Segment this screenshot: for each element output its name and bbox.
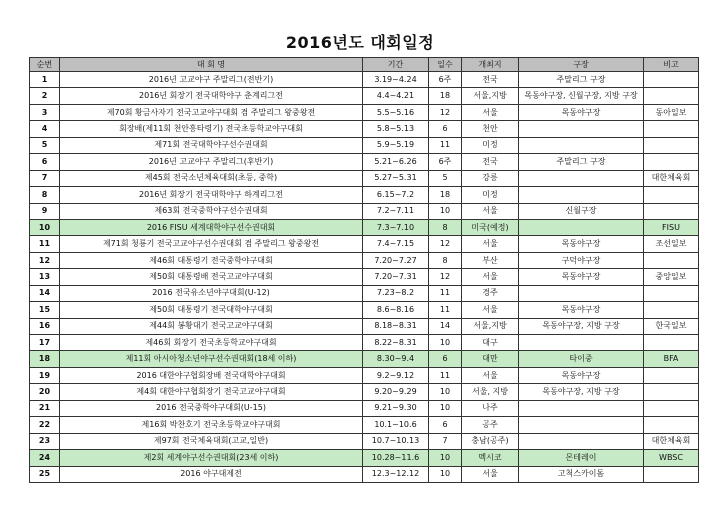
header-stadium: 구장 — [519, 58, 644, 72]
cell-period: 9.20~9.29 — [363, 384, 429, 400]
cell-name: 제50회 대통령배 전국고교야구대회 — [60, 269, 363, 285]
cell-name: 제70회 황금사자기 전국고교야구대회 겸 주말리그 왕중왕전 — [60, 104, 363, 120]
cell-name: 제71회 청룡기 전국고교야구선수권대회 겸 주말리그 왕중왕전 — [60, 236, 363, 252]
cell-venue: 멕시코 — [462, 450, 519, 466]
cell-period: 8.30~9.4 — [363, 351, 429, 367]
cell-name: 제2회 세계야구선수권대회(23세 이하) — [60, 450, 363, 466]
cell-period: 5.21~6.26 — [363, 154, 429, 170]
cell-venue: 서울 — [462, 466, 519, 482]
table-row — [30, 318, 699, 334]
table-row — [30, 466, 699, 482]
cell-days: 18 — [429, 187, 462, 203]
cell-days: 6 — [429, 417, 462, 433]
table-row — [30, 417, 699, 433]
cell-name: 제45회 전국소년체육대회(초등, 중학) — [60, 170, 363, 186]
cell-name: 2016년 회장기 전국대학야구 춘계리그전 — [60, 88, 363, 104]
cell-name: 제97회 전국체육대회(고교,일반) — [60, 433, 363, 449]
cell-no: 11 — [30, 236, 60, 252]
cell-stadium — [519, 417, 644, 433]
header-venue: 개최지 — [462, 58, 519, 72]
cell-days: 11 — [429, 367, 462, 383]
cell-name: 제46회 대통령기 전국중학야구대회 — [60, 252, 363, 268]
table-row — [30, 170, 699, 186]
cell-name: 2016 야구대제전 — [60, 466, 363, 482]
cell-name: 2016년 고교야구 주말리그(전반기) — [60, 72, 363, 88]
cell-note — [644, 72, 699, 88]
cell-venue: 서울 — [462, 302, 519, 318]
cell-no: 1 — [30, 72, 60, 88]
cell-no: 14 — [30, 285, 60, 301]
cell-note: 한국일보 — [644, 318, 699, 334]
cell-no: 18 — [30, 351, 60, 367]
cell-period: 8.6~8.16 — [363, 302, 429, 318]
table-body — [30, 72, 699, 483]
cell-no: 22 — [30, 417, 60, 433]
cell-name: 2016 전국유소년야구대회(U-12) — [60, 285, 363, 301]
cell-note: WBSC — [644, 450, 699, 466]
cell-stadium — [519, 400, 644, 416]
cell-stadium — [519, 187, 644, 203]
cell-period: 7.4~7.15 — [363, 236, 429, 252]
cell-period: 5.27~5.31 — [363, 170, 429, 186]
cell-stadium: 주말리그 구장 — [519, 72, 644, 88]
cell-no: 10 — [30, 219, 60, 235]
cell-stadium: 신월구장 — [519, 203, 644, 219]
cell-stadium: 목동야구장 — [519, 367, 644, 383]
cell-no: 8 — [30, 187, 60, 203]
cell-note — [644, 302, 699, 318]
cell-stadium — [519, 335, 644, 351]
cell-period: 10.28~11.6 — [363, 450, 429, 466]
cell-no: 2 — [30, 88, 60, 104]
table-row — [30, 121, 699, 137]
table-row — [30, 450, 699, 466]
cell-venue: 서울 — [462, 367, 519, 383]
cell-note — [644, 187, 699, 203]
cell-no: 4 — [30, 121, 60, 137]
table-row — [30, 252, 699, 268]
cell-stadium: 목동야구장 — [519, 269, 644, 285]
cell-stadium: 고척스카이돔 — [519, 466, 644, 482]
cell-days: 10 — [429, 384, 462, 400]
cell-venue: 대만 — [462, 351, 519, 367]
cell-note — [644, 252, 699, 268]
cell-note — [644, 88, 699, 104]
cell-period: 5.5~5.16 — [363, 104, 429, 120]
cell-note: 조선일보 — [644, 236, 699, 252]
cell-venue: 대구 — [462, 335, 519, 351]
cell-note: 동아일보 — [644, 104, 699, 120]
cell-days: 7 — [429, 433, 462, 449]
table-row — [30, 302, 699, 318]
cell-days: 6 — [429, 121, 462, 137]
cell-venue: 부산 — [462, 252, 519, 268]
cell-venue: 서울 — [462, 203, 519, 219]
cell-note: BFA — [644, 351, 699, 367]
cell-days: 6주 — [429, 72, 462, 88]
cell-name: 제16회 박찬호기 전국초등학교야구대회 — [60, 417, 363, 433]
cell-venue: 서울 — [462, 269, 519, 285]
cell-venue: 미정 — [462, 187, 519, 203]
cell-days: 10 — [429, 335, 462, 351]
cell-name: 회장배(제11회 천안흥타령기) 전국초등학교야구대회 — [60, 121, 363, 137]
cell-venue: 충남(공주) — [462, 433, 519, 449]
cell-name: 2016 FISU 세계대학야구선수권대회 — [60, 219, 363, 235]
table-row — [30, 400, 699, 416]
cell-period: 6.15~7.2 — [363, 187, 429, 203]
cell-venue: 서울,지방 — [462, 88, 519, 104]
cell-stadium: 목동야구장, 신월구장, 지방 구장 — [519, 88, 644, 104]
cell-stadium: 몬테레이 — [519, 450, 644, 466]
cell-note — [644, 400, 699, 416]
cell-venue: 서울, 지방 — [462, 384, 519, 400]
cell-period: 7.20~7.31 — [363, 269, 429, 285]
cell-period: 5.9~5.19 — [363, 137, 429, 153]
cell-period: 4.4~4.21 — [363, 88, 429, 104]
cell-stadium — [519, 137, 644, 153]
cell-note: 대한체육회 — [644, 170, 699, 186]
page-title: 2016년도 대회일정 — [285, 33, 435, 52]
cell-venue: 공주 — [462, 417, 519, 433]
table-row — [30, 187, 699, 203]
cell-name: 2016년 고교야구 주말리그(후반기) — [60, 154, 363, 170]
cell-venue: 서울 — [462, 236, 519, 252]
cell-days: 6 — [429, 351, 462, 367]
cell-days: 11 — [429, 137, 462, 153]
cell-days: 18 — [429, 88, 462, 104]
header-row — [30, 58, 699, 72]
cell-note: 대한체육회 — [644, 433, 699, 449]
table-row — [30, 88, 699, 104]
cell-days: 11 — [429, 302, 462, 318]
cell-no: 6 — [30, 154, 60, 170]
cell-stadium: 타이중 — [519, 351, 644, 367]
cell-period: 7.3~7.10 — [363, 219, 429, 235]
cell-note — [644, 335, 699, 351]
cell-stadium: 목동야구장 — [519, 236, 644, 252]
cell-note — [644, 417, 699, 433]
cell-venue: 전국 — [462, 72, 519, 88]
cell-period: 12.3~12.12 — [363, 466, 429, 482]
cell-venue: 나주 — [462, 400, 519, 416]
cell-venue: 서울 — [462, 104, 519, 120]
cell-days: 10 — [429, 450, 462, 466]
cell-period: 3.19~4.24 — [363, 72, 429, 88]
cell-period: 7.20~7.27 — [363, 252, 429, 268]
table-row — [30, 285, 699, 301]
cell-no: 5 — [30, 137, 60, 153]
cell-period: 8.22~8.31 — [363, 335, 429, 351]
header-days: 일수 — [429, 58, 462, 72]
header-name: 대 회 명 — [60, 58, 363, 72]
table-row — [30, 367, 699, 383]
cell-no: 12 — [30, 252, 60, 268]
cell-stadium — [519, 285, 644, 301]
cell-note: FISU — [644, 219, 699, 235]
cell-stadium: 구덕야구장 — [519, 252, 644, 268]
cell-stadium: 주말리그 구장 — [519, 154, 644, 170]
cell-name: 2016년 회장기 전국대학야구 하계리그전 — [60, 187, 363, 203]
table-row — [30, 269, 699, 285]
table-row — [30, 154, 699, 170]
cell-period: 7.2~7.11 — [363, 203, 429, 219]
cell-no: 15 — [30, 302, 60, 318]
schedule-table — [29, 57, 699, 483]
cell-stadium: 목동야구장, 지방 구장 — [519, 318, 644, 334]
cell-days: 12 — [429, 236, 462, 252]
cell-name: 제63회 전국중학야구선수권대회 — [60, 203, 363, 219]
cell-stadium: 목동야구장 — [519, 104, 644, 120]
cell-note — [644, 466, 699, 482]
cell-no: 25 — [30, 466, 60, 482]
cell-no: 13 — [30, 269, 60, 285]
table-row — [30, 384, 699, 400]
cell-note — [644, 367, 699, 383]
cell-no: 16 — [30, 318, 60, 334]
cell-stadium — [519, 433, 644, 449]
cell-no: 20 — [30, 384, 60, 400]
cell-note — [644, 384, 699, 400]
table-row — [30, 219, 699, 235]
table-row — [30, 351, 699, 367]
header-no: 순번 — [30, 58, 60, 72]
cell-days: 8 — [429, 252, 462, 268]
cell-name: 제11회 아시아청소년야구선수권대회(18세 이하) — [60, 351, 363, 367]
cell-no: 3 — [30, 104, 60, 120]
cell-name: 2016 전국중학야구대회(U-15) — [60, 400, 363, 416]
cell-note: 중앙일보 — [644, 269, 699, 285]
cell-no: 17 — [30, 335, 60, 351]
cell-note — [644, 121, 699, 137]
cell-no: 19 — [30, 367, 60, 383]
cell-name: 제44회 봉황대기 전국고교야구대회 — [60, 318, 363, 334]
cell-note — [644, 285, 699, 301]
cell-days: 12 — [429, 269, 462, 285]
cell-period: 9.21~9.30 — [363, 400, 429, 416]
cell-stadium — [519, 170, 644, 186]
table-row — [30, 104, 699, 120]
cell-days: 12 — [429, 104, 462, 120]
header-period: 기간 — [363, 58, 429, 72]
cell-period: 10.1~10.6 — [363, 417, 429, 433]
cell-stadium — [519, 121, 644, 137]
cell-note — [644, 203, 699, 219]
cell-no: 24 — [30, 450, 60, 466]
table-row — [30, 335, 699, 351]
cell-venue: 미국(예정) — [462, 219, 519, 235]
cell-days: 8 — [429, 219, 462, 235]
cell-days: 10 — [429, 400, 462, 416]
cell-venue: 천안 — [462, 121, 519, 137]
cell-venue: 경주 — [462, 285, 519, 301]
table-row — [30, 236, 699, 252]
cell-no: 21 — [30, 400, 60, 416]
table-row — [30, 203, 699, 219]
cell-no: 23 — [30, 433, 60, 449]
cell-period: 8.18~8.31 — [363, 318, 429, 334]
header-note: 비고 — [644, 58, 699, 72]
table-row — [30, 137, 699, 153]
cell-venue: 미정 — [462, 137, 519, 153]
cell-days: 14 — [429, 318, 462, 334]
cell-period: 5.8~5.13 — [363, 121, 429, 137]
cell-note — [644, 154, 699, 170]
cell-stadium: 목동야구장 — [519, 302, 644, 318]
cell-period: 10.7~10.13 — [363, 433, 429, 449]
cell-period: 7.23~8.2 — [363, 285, 429, 301]
cell-name: 제50회 대통령기 전국대학야구대회 — [60, 302, 363, 318]
cell-name: 제4회 대한야구협회장기 전국고교야구대회 — [60, 384, 363, 400]
cell-name: 2016 대한야구협회장배 전국대학야구대회 — [60, 367, 363, 383]
cell-days: 10 — [429, 466, 462, 482]
cell-note — [644, 137, 699, 153]
cell-name: 제46회 회장기 전국초등학교야구대회 — [60, 335, 363, 351]
cell-venue: 서울,지방 — [462, 318, 519, 334]
cell-days: 6주 — [429, 154, 462, 170]
cell-days: 10 — [429, 203, 462, 219]
cell-venue: 전국 — [462, 154, 519, 170]
cell-stadium: 목동야구장, 지방 구장 — [519, 384, 644, 400]
cell-venue: 강릉 — [462, 170, 519, 186]
cell-stadium — [519, 219, 644, 235]
cell-days: 11 — [429, 285, 462, 301]
cell-period: 9.2~9.12 — [363, 367, 429, 383]
cell-days: 5 — [429, 170, 462, 186]
cell-name: 제71회 전국대학야구선수권대회 — [60, 137, 363, 153]
table-row — [30, 72, 699, 88]
cell-no: 7 — [30, 170, 60, 186]
cell-no: 9 — [30, 203, 60, 219]
table-row — [30, 433, 699, 449]
